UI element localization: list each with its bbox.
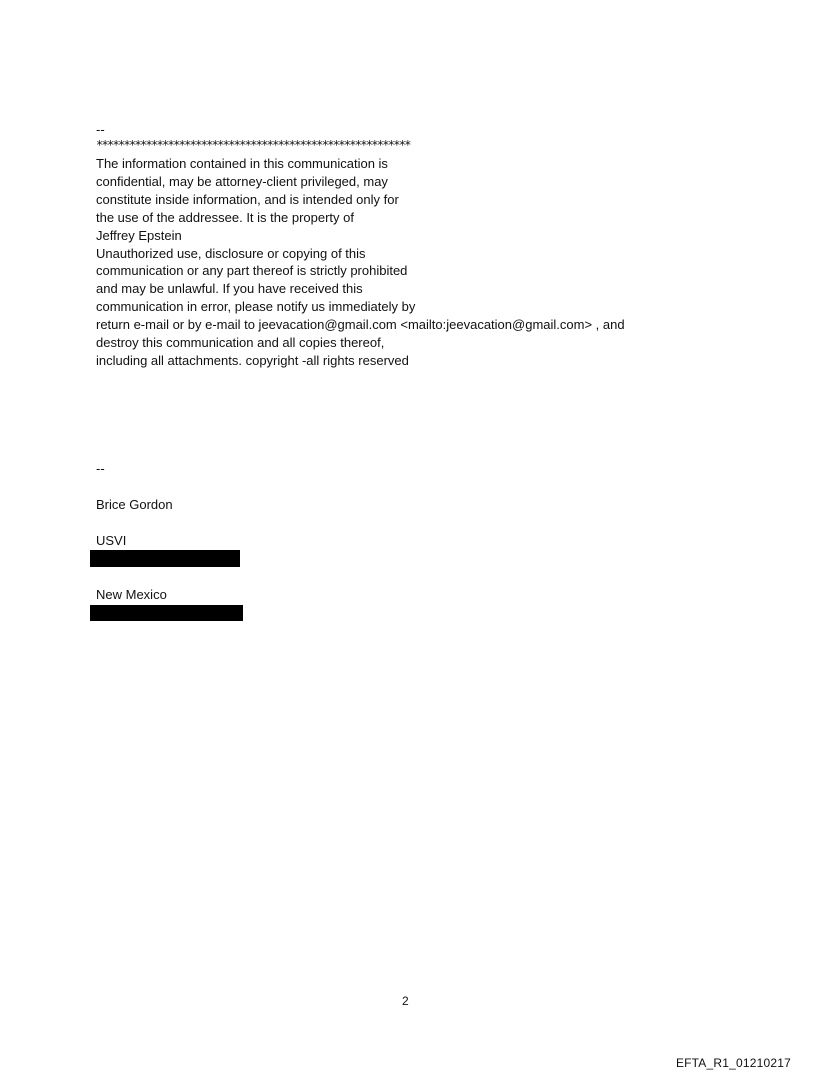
disclaimer-line: communication in error, please notify us immediately by [96,299,416,315]
disclaimer-line: the use of the addressee. It is the property of [96,209,354,225]
disclaimer-line: including all attachments. copyright -all rights reserved [96,352,409,368]
page-number: 2 [402,994,409,1008]
disclaimer-line: return e-mail or by e-mail to jeevacation@gmail.com <mailto:jeevacation@gmail.com> , and [96,317,625,333]
disclaimer-line: Unauthorized use, disclosure or copying of this [96,245,366,261]
signature-name: Brice Gordon [96,497,173,512]
disclaimer-line: communication or any part thereof is strictly prohibited [96,263,408,279]
location-new-mexico: New Mexico [96,587,167,602]
confidentiality-disclaimer [96,155,625,370]
separator-top: -- [96,122,105,137]
redaction-bar [90,550,240,567]
document-id: EFTA_R1_01210217 [675,1056,791,1070]
redaction-bar [90,605,243,621]
disclaimer-line: The information contained in this communication is [96,156,388,171]
asterisk-divider: ********************************************************* [96,138,410,152]
separator-bottom: -- [96,461,105,476]
disclaimer-line: destroy this communication and all copies thereof, [96,335,385,351]
disclaimer-line: constitute inside information, and is intended only for [96,191,399,207]
disclaimer-line: Jeffrey Epstein [96,227,182,243]
disclaimer-line: and may be unlawful. If you have received this [96,281,363,297]
location-usvi: USVI [96,533,127,548]
disclaimer-line: confidential, may be attorney-client privileged, may [96,173,388,189]
